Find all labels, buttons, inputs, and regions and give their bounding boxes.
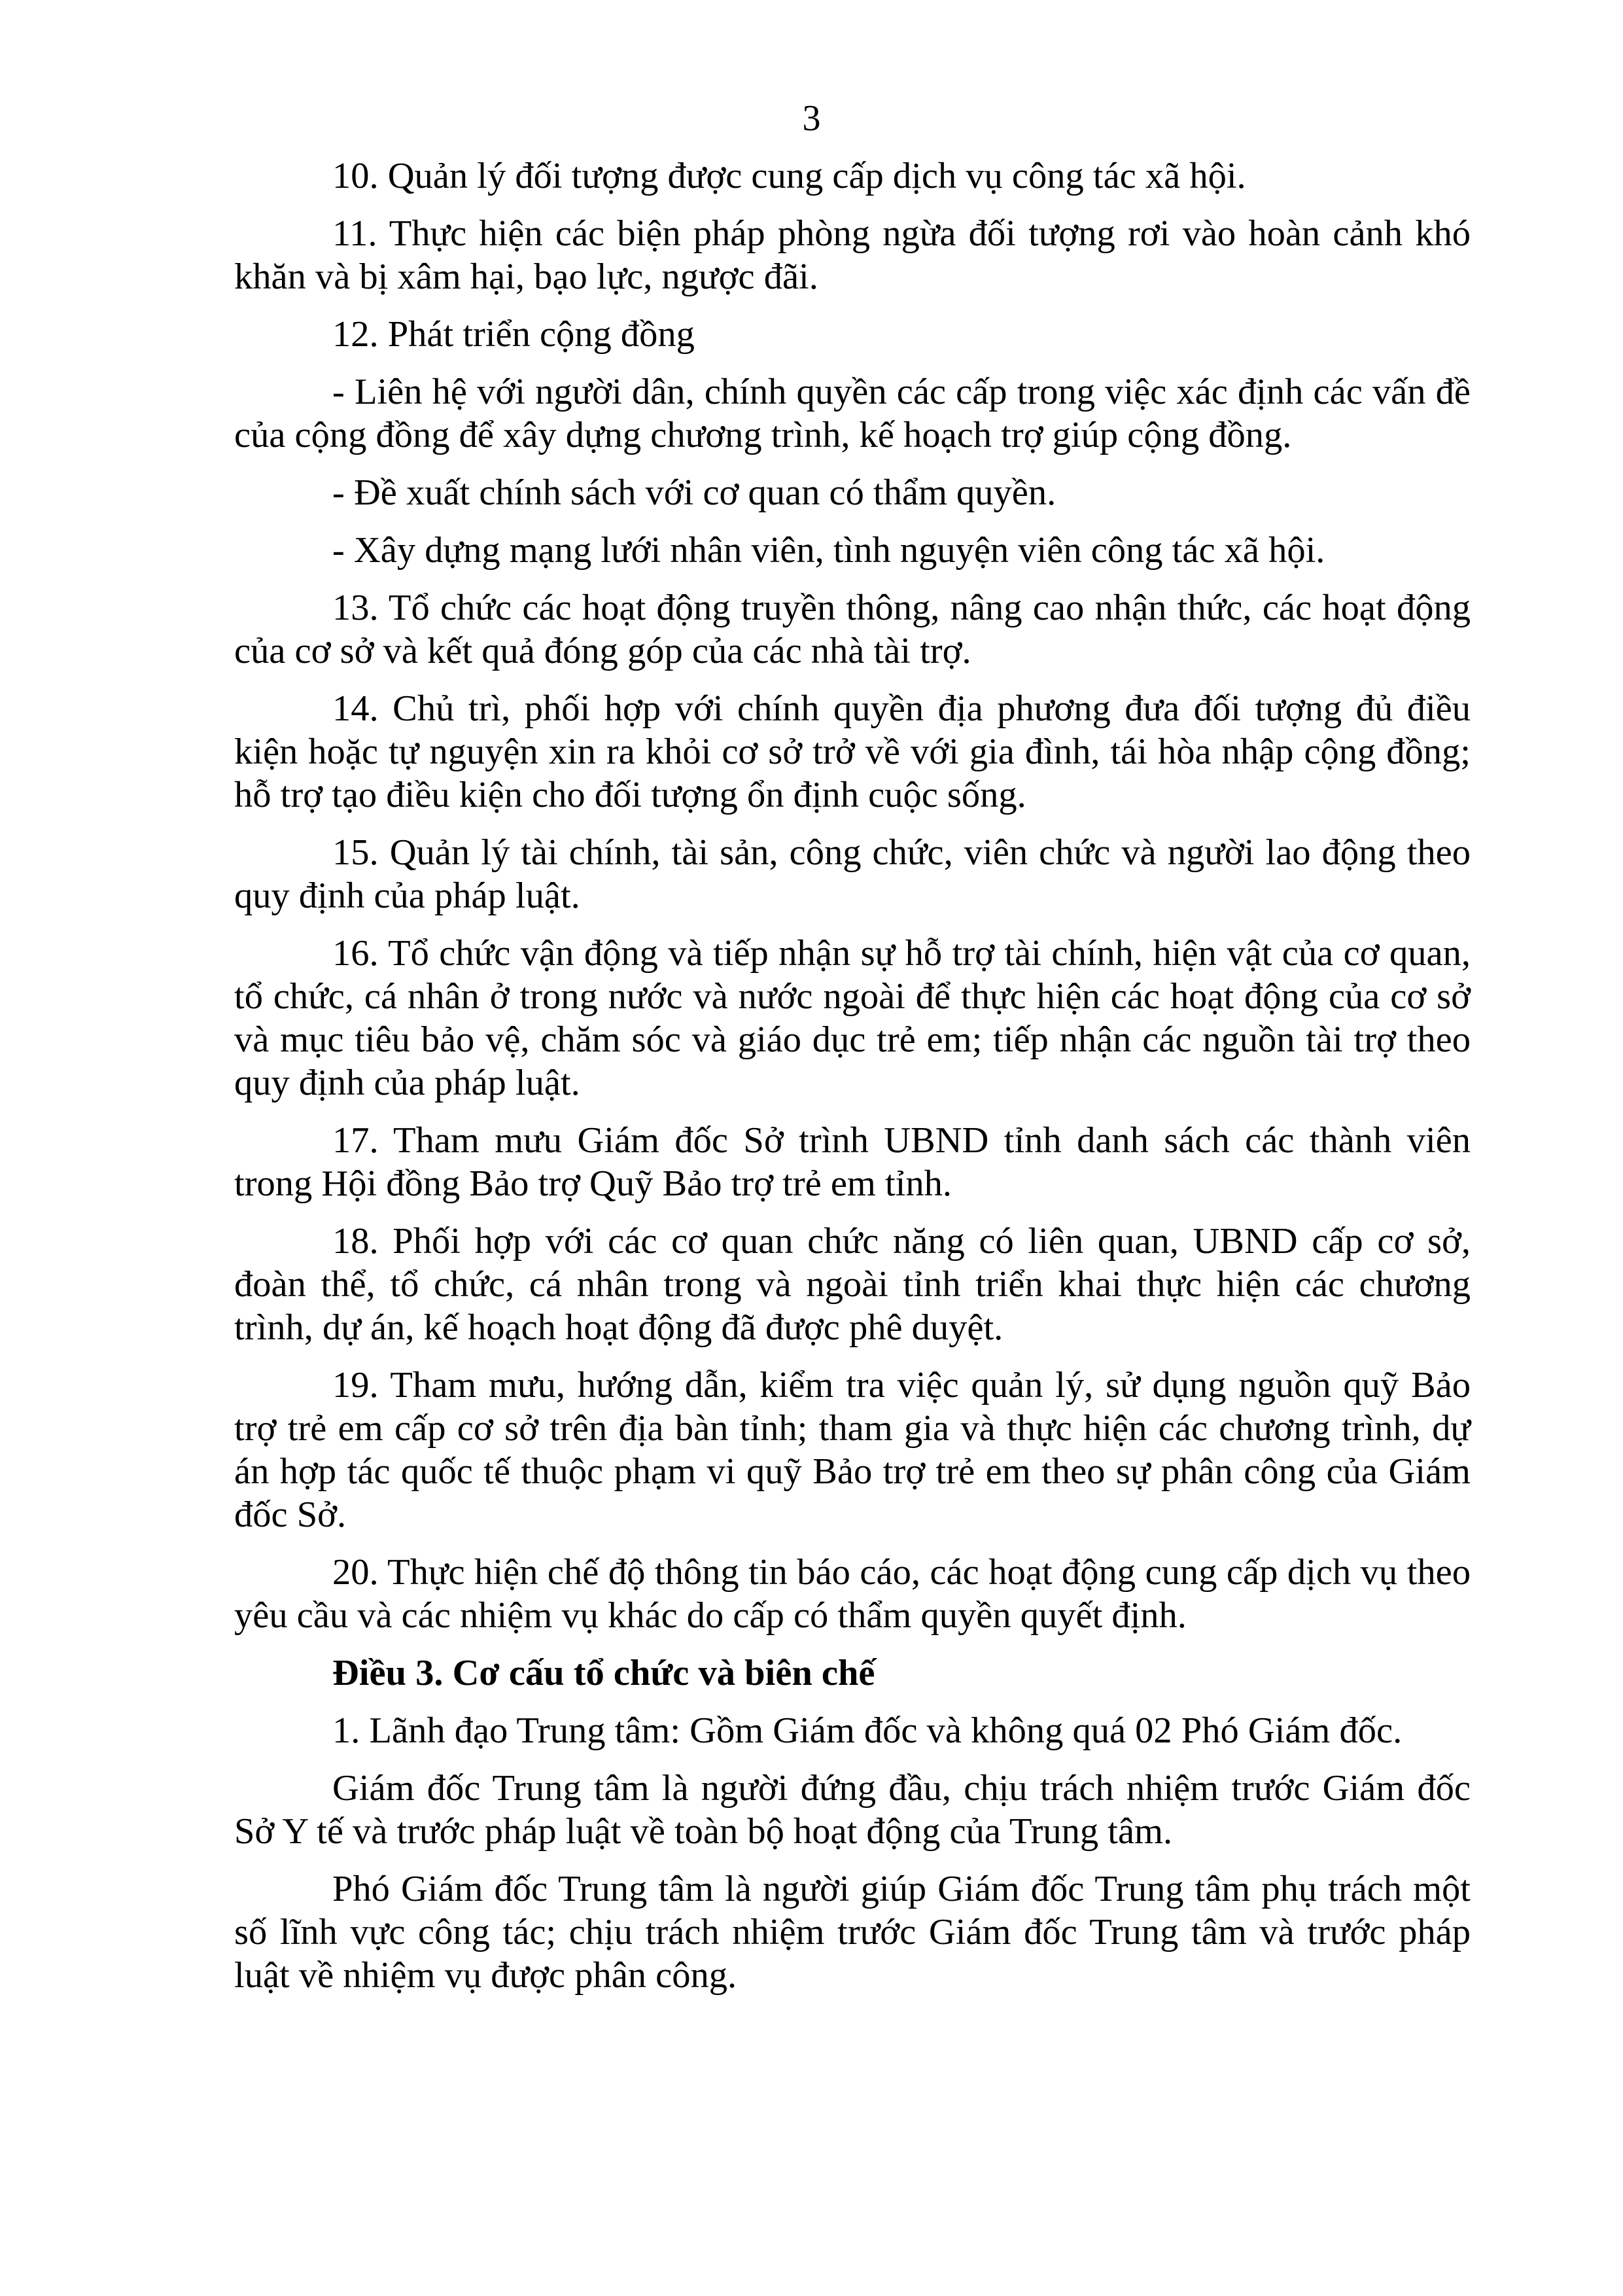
paragraph-item-12-sub-1: - Liên hệ với người dân, chính quyền các cấp trong việc xác định các vấn đề của cộng đồng để xây dựng chương trình, kế hoạch trợ giúp cộng đồng. xyxy=(234,372,1471,455)
paragraph-item-15: 15. Quản lý tài chính, tài sản, công chức, viên chức và người lao động theo quy định của pháp luật. xyxy=(234,832,1471,916)
paragraph-item-12-sub-3: - Xây dựng mạng lưới nhân viên, tình nguyện viên công tác xã hội. xyxy=(332,530,1325,571)
paragraph-item-19: 19. Tham mưu, hướng dẫn, kiểm tra việc quản lý, sử dụng nguồn quỹ Bảo trợ trẻ em cấp cơ sở trên địa bàn tỉnh; tham gia và thực hiện các chương trình, dự án hợp tác quốc tế thuộc phạm vi quỹ Bảo trợ trẻ em theo sự phân công của Giám đốc Sở. xyxy=(234,1365,1471,1535)
paragraph-item-17: 17. Tham mưu Giám đốc Sở trình UBND tỉnh danh sách các thành viên trong Hội đồng Bảo trợ Quỹ Bảo trợ trẻ em tỉnh. xyxy=(234,1120,1471,1204)
article-paragraph-director: Giám đốc Trung tâm là người đứng đầu, chịu trách nhiệm trước Giám đốc Sở Y tế và trước pháp luật về toàn bộ hoạt động của Trung tâm. xyxy=(234,1768,1471,1852)
article-heading: Điều 3. Cơ cấu tổ chức và biên chế xyxy=(332,1653,875,1693)
paragraph-item-20: 20. Thực hiện chế độ thông tin báo cáo, các hoạt động cung cấp dịch vụ theo yêu cầu và các nhiệm vụ khác do cấp có thẩm quyền quyết định. xyxy=(234,1552,1471,1636)
paragraph-item-18: 18. Phối hợp với các cơ quan chức năng có liên quan, UBND cấp cơ sở, đoàn thể, tổ chức, cá nhân trong và ngoài tỉnh triển khai thực hiện các chương trình, dự án, kế hoạch hoạt động đã được phê duyệt. xyxy=(234,1221,1471,1348)
paragraph-item-11: 11. Thực hiện các biện pháp phòng ngừa đối tượng rơi vào hoàn cảnh khó khăn và bị xâm hại, bạo lực, ngược đãi. xyxy=(234,213,1471,297)
article-paragraph-deputy-director: Phó Giám đốc Trung tâm là người giúp Giám đốc Trung tâm phụ trách một số lĩnh vực công tác; chịu trách nhiệm trước Giám đốc Trung tâm và trước pháp luật về nhiệm vụ được phân công. xyxy=(234,1869,1471,1996)
paragraph-item-12: 12. Phát triển cộng đồng xyxy=(332,314,695,355)
article-paragraph-leadership: 1. Lãnh đạo Trung tâm: Gồm Giám đốc và không quá 02 Phó Giám đốc. xyxy=(332,1710,1403,1751)
paragraph-item-10: 10. Quản lý đối tượng được cung cấp dịch vụ công tác xã hội. xyxy=(332,156,1246,196)
paragraph-item-13: 13. Tổ chức các hoạt động truyền thông, nâng cao nhận thức, các hoạt động của cơ sở và kết quả đóng góp của các nhà tài trợ. xyxy=(234,588,1471,671)
page-number: 3 xyxy=(802,98,821,139)
paragraph-item-16: 16. Tổ chức vận động và tiếp nhận sự hỗ trợ tài chính, hiện vật của cơ quan, tổ chức, cá nhân ở trong nước và nước ngoài để thực hiện các hoạt động của cơ sở và mục tiêu bảo vệ, chăm sóc và giáo dục trẻ em; tiếp nhận các nguồn tài trợ theo quy định của pháp luật. xyxy=(234,933,1471,1103)
document-body xyxy=(234,154,1471,2011)
paragraph-item-12-sub-2: - Đề xuất chính sách với cơ quan có thẩm quyền. xyxy=(332,472,1056,513)
paragraph-item-14: 14. Chủ trì, phối hợp với chính quyền địa phương đưa đối tượng đủ điều kiện hoặc tự nguyện xin ra khỏi cơ sở trở về với gia đình, tái hòa nhập cộng đồng; hỗ trợ tạo điều kiện cho đối tượng ổn định cuộc sống. xyxy=(234,688,1471,815)
